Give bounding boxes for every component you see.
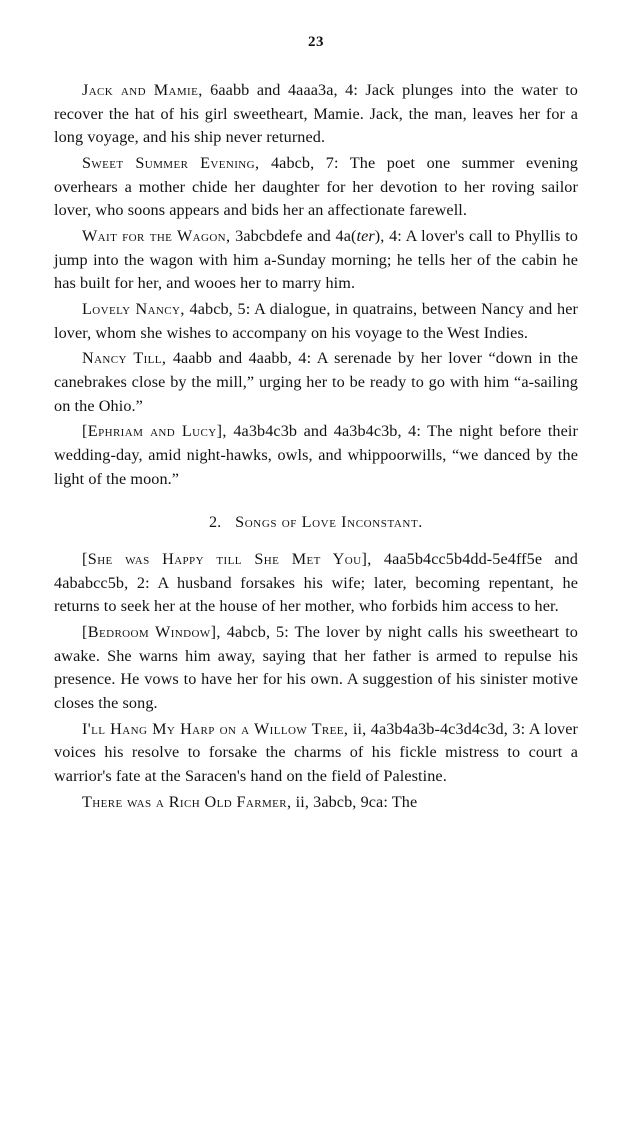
entry-title: Jack and Mamie, [82, 81, 203, 99]
entry-title: I'll Hang My Harp on a Willow Tree, [82, 719, 349, 738]
entry-text: 6aabb and 4aaa3a, 4: Jack plunges into the water to recover the hat of his girl sweetheart, Mamie. Jack, the man, leaves her for a long voyage, and his ship never returned. [54, 81, 578, 147]
entry-title: [Bedroom Window], [82, 623, 221, 642]
paragraph-entry [54, 791, 578, 815]
entry-title: There was a Rich Old Farmer, [82, 792, 292, 811]
entry-title: [Ephriam and Lucy], [82, 422, 227, 441]
entry-text: 4abcb, 5: The lover by night calls his sweetheart to awake. She warns him away, saying that her father is armed to repulse his presence. He vows to have her for his own. A suggestion of his sinister motive closes the song. [54, 623, 578, 713]
entry-title: Lovely Nancy, [82, 299, 185, 318]
entry-title: Nancy Till, [82, 349, 167, 368]
section-number: 2. [209, 513, 222, 532]
entry-italic: ter [356, 226, 375, 245]
paragraph-entry [54, 548, 578, 619]
entry-text: ii, 3abcb, 9ca: The [291, 792, 418, 811]
entry-text: 4aa5b4cc5b4dd-5e4ff5e and 4ababcc5b, 2: A husband forsakes his wife; later, becoming repentant, he returns to seek her at the house of her mother, who forbids him access to her. [54, 550, 578, 616]
paragraph-entry [54, 347, 578, 418]
section-label: Songs of Love Inconstant. [235, 513, 423, 532]
entry-title: [She was Happy till She Met You], [82, 550, 372, 569]
entry-text-before-italic: 3abcbdefe and 4a( [230, 226, 357, 245]
entry-text: ii, 4a3b4a3b-4c3d4c3d, 3: A lover voices his resolve to forsake the charms of his fickle mistress to court a warrior's fate at the Saracen's hand on the field of Palestine. [54, 719, 578, 786]
entry-text: 4a3b4c3b and 4a3b4c3b, 4: The night before their wedding-day, amid night-hawks, owls, and whippoorwills, “we danced by the light of the moon.” [54, 422, 578, 488]
paragraph-entry [54, 718, 578, 789]
paragraph-entry [54, 225, 578, 296]
paragraph-entry [54, 420, 578, 491]
paragraph-entry [54, 621, 578, 716]
entry-title: Sweet Summer Evening, [82, 153, 260, 172]
entry-title: Wait for the Wagon, [82, 226, 231, 245]
body-text [54, 79, 578, 814]
paragraph-entry [54, 152, 578, 223]
entry-text: 4aabb and 4aabb, 4: A serenade by her lover “down in the canebrakes close by the mill,” urging her to be ready to go with him “a-sailing on the Ohio.” [54, 349, 578, 415]
entry-text: 4abcb, 7: The poet one summer evening overhears a mother chide her daughter for her devotion to her roving sailor lover, who soons appears and bids her an affectionate farewell. [54, 153, 578, 220]
section-heading [54, 513, 578, 532]
paragraph-entry [54, 79, 578, 150]
entry-text: 4abcb, 5: A dialogue, in quatrains, between Nancy and her lover, whom she wishes to accompany on his voyage to the West Indies. [54, 299, 579, 342]
page-number: 23 [308, 34, 324, 50]
entry-text: ), 4: A lover's call to Phyllis to jump into the wagon with him a-Sunday morning; he tells her of the cabin he has built for her, and wooes her to marry him. [54, 226, 578, 293]
paragraph-entry [54, 298, 578, 345]
